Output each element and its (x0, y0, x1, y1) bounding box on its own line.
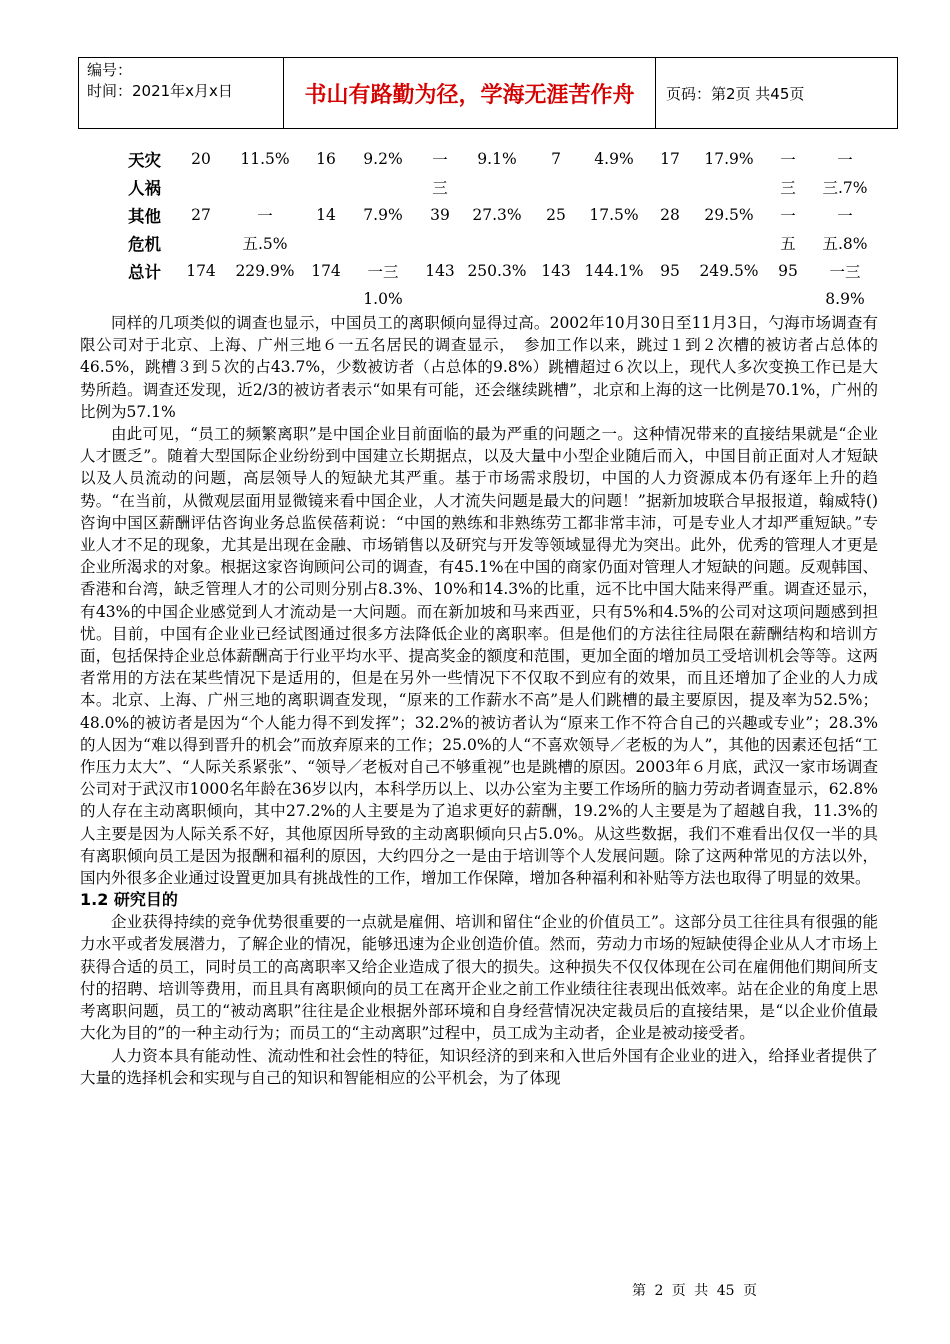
table-cell (418, 285, 462, 313)
table-cell: 五.5% (242, 235, 288, 253)
paragraph: 同样的几项类似的调查也显示，中国员工的离职倾向显得过高。2002年10月30日至11月3日，勺海市场调查有限公司对于北京、上海、广州三地６一五名居民的调查显示， 参加工作以来，跳过１到２次槽的被访者占总体的46.5%，跳槽３到５次的占43.7%，少数被访者（占总体的9.8%）跳槽超过６次以上，现代人多次变换工作已是大势所趋。调查还发现，近2/3的被访者表示“如果有可能，还会继续跳槽”，北京和上海的这一比例是70.1%，广州的比例为57.1% (80, 314, 878, 421)
table-cell (304, 229, 348, 257)
table-cell (692, 285, 766, 313)
table-cell: 20 (191, 150, 211, 168)
table-cell: 174 (186, 262, 216, 280)
table-row-label: 危机 (128, 235, 161, 254)
table-cell: 250.3% (467, 262, 527, 280)
table-cell: 一三 (829, 263, 861, 281)
table-cell: 8.9% (825, 290, 865, 308)
page-footer: 第 2 页 共 45 页 (632, 1283, 757, 1299)
table-cell (304, 285, 348, 313)
table-cell (226, 285, 304, 313)
table-cell (176, 229, 226, 257)
table-cell (532, 229, 580, 257)
table-cell (532, 285, 580, 313)
table-cell: 144.1% (584, 262, 644, 280)
table-cell: 一 (257, 207, 273, 225)
table-cell (648, 285, 692, 313)
table-cell (462, 285, 532, 313)
table-row-label: 其他 (128, 207, 161, 226)
table-row (128, 229, 880, 257)
table-cell: 143 (541, 262, 571, 280)
table-cell: 一 (837, 207, 853, 225)
header-number-label: 编号： (87, 61, 133, 79)
table-cell: 一 (837, 151, 853, 169)
table-cell: 三 (780, 179, 796, 197)
table-cell: 9.2% (363, 150, 403, 168)
table-cell (348, 229, 418, 257)
table-cell (348, 173, 418, 201)
table-cell (692, 173, 766, 201)
table-cell: 五 (780, 235, 796, 253)
table-cell: 174 (311, 262, 341, 280)
table-cell (176, 173, 226, 201)
body-text (80, 312, 878, 1089)
table-row (128, 145, 880, 173)
table-cell: 29.5% (704, 206, 754, 224)
table-cell: 一 (780, 207, 796, 225)
page-header (78, 57, 898, 129)
table-cell: 229.9% (235, 262, 295, 280)
table-row (128, 285, 880, 313)
table-cell: 9.1% (477, 150, 517, 168)
table-cell (692, 229, 766, 257)
table-cell: 4.9% (594, 150, 634, 168)
table-cell: 一 (780, 151, 796, 169)
table-cell: 249.5% (699, 262, 759, 280)
header-page-info: 页码：第2页 共45页 (666, 84, 805, 103)
table-cell: 95 (660, 262, 680, 280)
table-cell: 7 (551, 150, 561, 168)
table-cell: 一 (432, 151, 448, 169)
table-row (128, 201, 880, 229)
table-row-label (128, 285, 176, 313)
table-cell: 28 (660, 206, 680, 224)
table-cell (176, 285, 226, 313)
table-cell: 16 (316, 150, 336, 168)
table-cell: 14 (316, 206, 336, 224)
table-cell (648, 229, 692, 257)
header-time-label: 时间：2021年x月x日 (87, 82, 233, 100)
paragraph: 由此可见，“员工的频繁离职”是中国企业目前面临的最为严重的问题之一。这种情况带来的直接结果就是“企业人才匮乏”。随着大型国际企业纷纷到中国建立长期据点，以及大量中小型企业随后而入，中国目前正面对人才短缺以及人员流动的问题，高层领导人的短缺尤其严重。基于市场需求殷切，中国的人力资源成本仍有逐年上升的趋势。“在当前，从微观层面用显微镜来看中国企业，人才流失问题是最大的问题！”据新加坡联合早报报道，翰威特()咨询中国区薪酬评估咨询业务总监侯蓓莉说：“中国的熟练和非熟练劳工都非常丰沛，可是专业人才却严重短缺。”专业人才不足的现象，尤其是出现在金融、市场销售以及研究与开发等领域显得尤为突出。此外，优秀的管理人才更是企业所渴求的对象。根据这家咨询顾问公司的调查，有45.1%在中国的商家仍面对管理人才短缺的问题。反观韩国、香港和台湾，缺乏管理人才的公司则分别占8.3%、10%和14.3%的比重，远不比中国大陆来得严重。调查还显示，有43%的中国企业感觉到人才流动是一大问题。而在新加坡和马来西亚，只有5%和4.5%的公司对这项问题感到担忧。目前，中国有企业业已经试图通过很多方法降低企业的离职率。但是他们的方法往往局限在薪酬结构和培训方面，包括保持企业总体薪酬高于行业平均水平、提高奖金的额度和范围，更加全面的增加员工受培训机会等等。这两者常用的方法在某些情况下是适用的，但是在另外一些情况下不仅取不到应有的效果，而且还增加了企业的人力成本。北京、上海、广州三地的离职调查发现，“原来的工作薪水不高”是人们跳槽的最主要原因，提及率为52.5%；48.0%的被访者是因为“个人能力得不到发挥”；32.2%的被访者认为“原来工作不符合自己的兴趣或专业”；28.3%的人因为“难以得到晋升的机会”而放弃原来的工作；25.0%的人“不喜欢领导／老板的为人”，其他的因素还包括“工作压力太大”、“人际关系紧张”、“领导／老板对自己不够重视”也是跳槽的原因。2003年６月底，武汉一家市场调查公司对于武汉市1000名年龄在36岁以内，本科学历以上、以办公室为主要工作场所的脑力劳动者调查显示，62.8%的人存在主动离职倾向，其中27.2%的人主要是为了追求更好的薪酬，19.2%的人主要是为了超越自我，11.3%的人主要是因为人际关系不好，其他原因所导致的主动离职倾向只占5.0%。从这些数据，我们不难看出仅仅一半的具有离职倾向员工是因为报酬和福利的原因，大约四分之一是由于培训等个人发展问题。除了这两种常见的方法以外，国内外很多企业通过设置更加具有挑战性的工作，增加工作保障，增加各种福利和补贴等方法也取得了明显的效果。 (80, 425, 878, 888)
header-meta (79, 58, 284, 128)
table-cell (226, 173, 304, 201)
table-cell (766, 285, 810, 313)
table-cell (462, 173, 532, 201)
paragraph: 人力资本具有能动性、流动性和社会性的特征，知识经济的到来和入世后外国有企业业的进入，给择业者提供了大量的选择机会和实现与自己的知识和智能相应的公平机会，为了体现 (80, 1046, 878, 1087)
table-cell (304, 173, 348, 201)
table-cell: 7.9% (363, 206, 403, 224)
table-row-label: 人祸 (128, 179, 161, 198)
table-cell (580, 285, 648, 313)
table-cell: 一三 (367, 263, 399, 281)
table-cell: 11.5% (240, 150, 290, 168)
table-cell: 17.5% (589, 206, 639, 224)
table-row (128, 173, 880, 201)
table-row-label: 总计 (128, 263, 161, 282)
table-cell (532, 173, 580, 201)
table-cell: 17 (660, 150, 680, 168)
table-cell: 17.9% (704, 150, 754, 168)
table-cell (580, 229, 648, 257)
table-cell (418, 229, 462, 257)
table-cell: 25 (546, 206, 566, 224)
table-cell: 27.3% (472, 206, 522, 224)
table-cell: 143 (425, 262, 455, 280)
table-cell: 三.7% (822, 179, 868, 197)
table-cell (648, 173, 692, 201)
table-cell: 1.0% (363, 290, 403, 308)
table-cell: 三 (432, 179, 448, 197)
table-row (128, 257, 880, 285)
table-cell: 27 (191, 206, 211, 224)
table-cell (580, 173, 648, 201)
section-heading: 1.2 研究目的 (80, 890, 178, 910)
table-row-label: 天灾 (128, 151, 161, 170)
header-motto: 书山有路勤为径，学海无涯苦作舟 (284, 58, 656, 128)
table-cell: 95 (778, 262, 798, 280)
table-cell: 39 (430, 206, 450, 224)
table-cell: 五.8% (822, 235, 868, 253)
paragraph: 企业获得持续的竞争优势很重要的一点就是雇佣、培训和留住“企业的价值员工”。这部分员工往往具有很强的能力水平或者发展潜力，了解企业的情况，能够迅速为企业创造价值。然而，劳动力市场的短缺使得企业从人才市场上获得合适的员工，同时员工的高离职率又给企业造成了很大的损失。这种损失不仅仅体现在公司在雇佣他们期间所支付的招聘、培训等费用，而且具有离职倾向的员工在离开企业之前工作业绩往往表现出低效率。站在企业的角度上思考离职问题，员工的“被动离职”往往是企业根据外部环境和自身经营情况决定裁员后的直接结果，是“以企业价值最大化为目的”的一种主动行为；而员工的“主动离职”过程中，员工成为主动者，企业是被动接受者。 (80, 913, 878, 1043)
table-cell (462, 229, 532, 257)
survey-table (128, 145, 880, 313)
